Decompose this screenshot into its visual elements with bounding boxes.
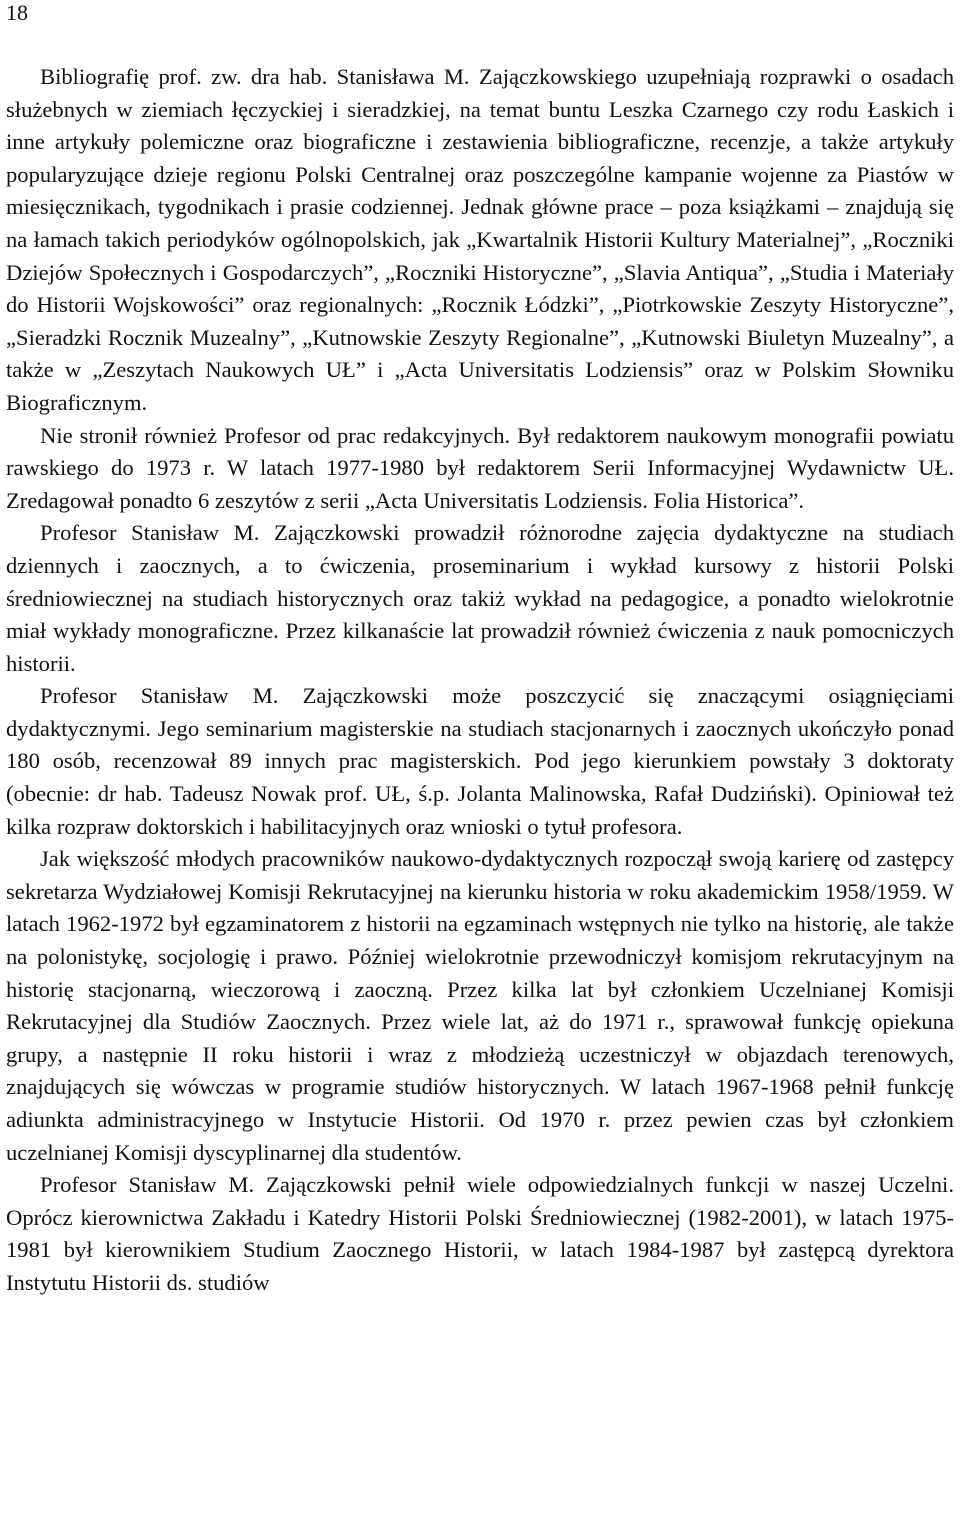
page-number: 18 — [6, 0, 28, 25]
paragraph-editorial-work: Nie stronił również Profesor od prac redakcyjnych. Był redaktorem naukowym monografii powiatu rawskiego do 1973 r. W latach 1977-1980 był redaktorem Serii Informacyjnej Wydawnictw UŁ. Zredagował ponadto 6 zeszytów z serii „Acta Universitatis Lodziensis. Folia Historica”. — [6, 422, 954, 513]
paragraph-teaching-achievements: Profesor Stanisław M. Zajączkowski może poszczycić się znaczącymi osiągnięciami dydaktycznymi. Jego seminarium magisterskie na studiach stacjonarnych i zaocznych ukończyło ponad 180 osób, recenzował 89 innych prac magisterskich. Pod jego kierunkiem powstały 3 doktoraty (obecnie: dr hab. Tadeusz Nowak prof. UŁ, ś.p. Jolanta Malinowska, Rafał Dudziński). Opiniował też kilka rozpraw doktorskich i habilitacyjnych oraz wnioski o tytuł profesora. — [6, 683, 954, 839]
paragraph-university-functions: Profesor Stanisław M. Zajączkowski pełnił wiele odpowiedzialnych funkcji w naszej Uczelni. Oprócz kierownictwa Zakładu i Katedry Historii Polski Średniowiecznej (1982-2001), w latach 1975-1981 był kierownikiem Studium Zaocznego Historii, w latach 1984-1987 był zastępcą dyrektora Instytutu Historii ds. studiów — [6, 1172, 954, 1295]
paragraph-teaching: Profesor Stanisław M. Zajączkowski prowadził różnorodne zajęcia dydaktyczne na studiach dziennych i zaocznych, a to ćwiczenia, proseminarium i wykład kursowy z historii Polski średniowiecznej na studiach historycznych oraz takiż wykład na pedagogice, a ponadto wielokrotnie miał wykłady monograficzne. Przez kilkanaście lat prowadził również ćwiczenia z nauk pomocniczych historii. — [6, 520, 954, 676]
document-body — [6, 61, 954, 1300]
paragraph-admissions-career: Jak większość młodych pracowników naukowo-dydaktycznych rozpoczął swoją karierę od zastępcy sekretarza Wydziałowej Komisji Rekrutacyjnej na kierunku historia w roku akademickim 1958/1959. W latach 1962-1972 był egzaminatorem z historii na egzaminach wstępnych nie tylko na historię, ale także na polonistykę, socjologię i prawo. Później wielokrotnie przewodniczył komisjom rekrutacyjnym na historię stacjonarną, wieczorową i zaoczną. Przez kilka lat był członkiem Uczelnianej Komisji Rekrutacyjnej dla Studiów Zaocznych. Przez wiele lat, aż do 1971 r., sprawował funkcję opiekuna grupy, a następnie II roku historii i wraz z młodzieżą uczestniczył w objazdach terenowych, znajdujących się wówczas w programie studiów historycznych. W latach 1967-1968 pełnił funkcję adiunkta administracyjnego w Instytucie Historii. Od 1970 r. przez pewien czas był członkiem uczelnianej Komisji dyscyplinarnej dla studentów. — [6, 846, 954, 1165]
paragraph-bibliography: Bibliografię prof. zw. dra hab. Stanisława M. Zajączkowskiego uzupełniają rozprawki o osadach służebnych w ziemiach łęczyckiej i sieradzkiej, na temat buntu Leszka Czarnego czy rodu Łaskich i inne artykuły polemiczne oraz biograficzne i zestawienia bibliograficzne, recenzje, a także artykuły popularyzujące dzieje regionu Polski Centralnej oraz poszczególne kampanie wojenne za Piastów w miesięcznikach, tygodnikach i prasie codziennej. Jednak główne prace – poza książkami – znajdują się na łamach takich periodyków ogólnopolskich, jak „Kwartalnik Historii Kultury Materialnej”, „Roczniki Dziejów Społecznych i Gospodarczych”, „Roczniki Historyczne”, „Slavia Antiqua”, „Studia i Materiały do Historii Wojskowości” oraz regionalnych: „Rocznik Łódzki”, „Piotrkowskie Zeszyty Historyczne”, „Sieradzki Rocznik Muzealny”, „Kutnowskie Zeszyty Regionalne”, „Kutnowski Biuletyn Muzealny”, a także w „Zeszytach Naukowych UŁ” i „Acta Universitatis Lodziensis” oraz w Polskim Słowniku Biograficznym. — [6, 64, 954, 415]
